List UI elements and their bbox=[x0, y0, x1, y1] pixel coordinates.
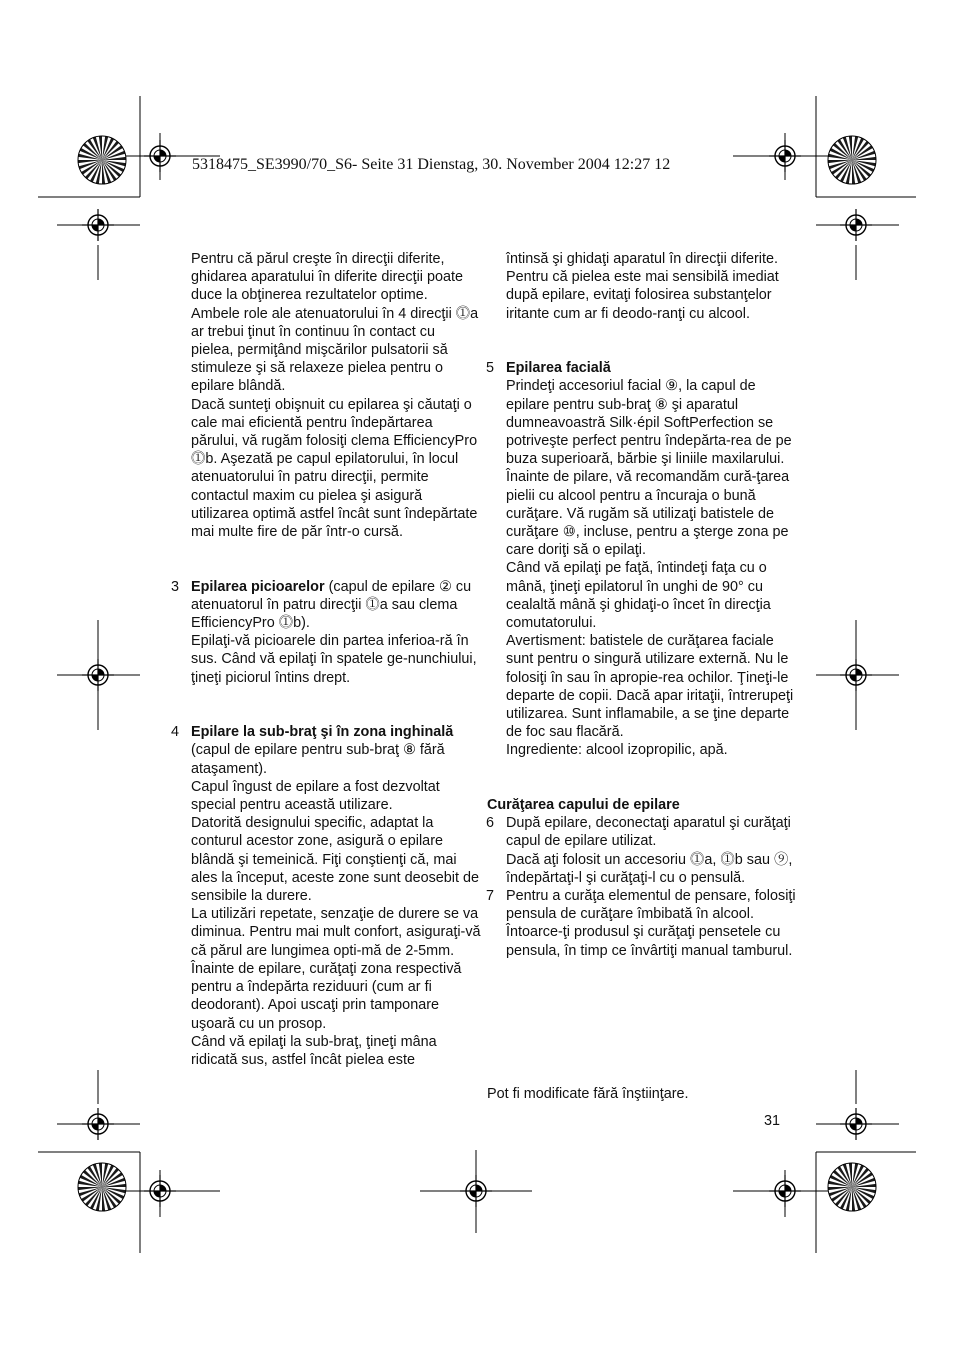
paragraph: Când vă epilaţi la sub-braţ, ţineţi mâna ridicată sus, astfel încât pielea este bbox=[191, 1033, 437, 1068]
starburst-mark bbox=[828, 1163, 876, 1211]
paragraph: Prindeţi accesoriul facial ⑨, la capul de epilare pentru sub-braţ ⑧ şi aparatul dumneavoastră Silk·épil SoftPerfection se potriveşte perfect pentru îndepărta-rea de pe buza superioară, bărbie şi liniile maxilarului. bbox=[506, 378, 792, 468]
section-title: Epilare la sub-braţ şi în zona inghinală bbox=[191, 724, 454, 741]
paragraph: Înainte de pilare, vă recomandăm cură-ţarea pielii cu alcool pentru a încuraja o bună curăţare. Vă rugăm să utilizaţi batistele de curăţare ⑩, incluse, pentru a şterge zona pe care doriţi să o epilaţi. bbox=[506, 469, 790, 559]
section-subtitle: (capul de epilare pentru sub-braţ ⑧ fără ataşament). bbox=[191, 742, 445, 777]
step-7 bbox=[486, 887, 796, 960]
starburst-mark bbox=[828, 136, 876, 184]
section-title: Epilarea picioarelor bbox=[191, 578, 325, 595]
paragraph: Dacă sunteţi obişnuit cu epilarea şi căutaţi o cale mai eficientă pentru îndepărtarea părului, vă rugăm folosiţi clema EfficiencyPro ⓵b. Aşezată pe capul epilatorului, în locul atenuatorului în patru direcţii, permite contactul maxim cu pielea şi asigură utilizarea optimă astfel încât sunt îndepărtate mai multe fire de păr într-o cursă. bbox=[191, 396, 478, 541]
paragraph: Pentru a curăţa elementul de pensare, folosiţi pensula de curăţare îmbibată în alcool. Întoarce-ţi produsul şi curăţaţi pensetele cu pensula, în timp ce învârtiţi manual tamburul. bbox=[506, 888, 796, 959]
section-3 bbox=[171, 578, 481, 687]
left-column bbox=[171, 250, 481, 1069]
paragraph: Ingrediente: alcool izopropilic, apă. bbox=[506, 742, 728, 759]
step-6 bbox=[486, 814, 796, 887]
section-number: 3 bbox=[171, 578, 180, 595]
paragraph: Ambele role ale atenuatorului în 4 direcţii ⓵a ar trebui ţinut în continuu în contact cu pielea, permiţând mişcărilor pulsatorii să stimuleze şi să relaxeze pielea pentru o epilare blândă. bbox=[191, 305, 479, 395]
paragraph: Înainte de epilare, curăţaţi zona respectivă pentru a îndepărta reziduuri (cum ar fi deodorant). Apoi uscaţi prin tamponare uşoară cu un prosop. bbox=[191, 960, 462, 1032]
paragraph: Datorită designului specific, adaptat la conturul acestor zone, asigură o epilare blândă şi temeinică. Fiţi conştienţi că, mai ales la început, aceste zone sunt deosebit de sensibile la durere. bbox=[191, 815, 480, 905]
paragraph: Când vă epilaţi pe faţă, întindeţi faţa cu o mână, ţineţi epilatorul în unghi de 90° cu cealaltă mână şi ghidaţi-o încet în direcţia comutatorului. bbox=[506, 560, 771, 632]
footnote: Pot fi modificate fără înştiinţare. bbox=[487, 1086, 689, 1102]
paragraph: Pentru că pielea este mai sensibilă imediat după epilare, evitaţi folosirea substanţelor iritante cum ar fi deodo-ranţi cu alcool. bbox=[506, 269, 779, 322]
step-number: 7 bbox=[486, 888, 495, 905]
paragraph: Epilaţi-vă picioarele din partea inferioa-ră în sus. Când vă epilaţi în spatele ge-nunchiului, ţineţi piciorul întins drept. bbox=[191, 633, 477, 686]
starburst-mark bbox=[78, 1163, 126, 1211]
paragraph: întinsă şi ghidaţi aparatul în direcţii diferite. bbox=[506, 251, 778, 267]
section-title: Epilarea facială bbox=[506, 360, 611, 377]
paragraph: După epilare, deconectaţi aparatul şi curăţaţi capul de epilare utilizat. bbox=[506, 815, 791, 850]
section-number: 4 bbox=[171, 724, 180, 741]
section-heading: Curăţarea capului de epilare bbox=[487, 797, 680, 814]
paragraph: Pentru că părul creşte în direcţii diferite, ghidarea aparatului în diferite direcţii poate duce la obţinerea rezultatelor optime. bbox=[191, 251, 463, 304]
paragraph: Avertisment: batistele de curăţarea faciale sunt pentru o singură utilizare externă. Nu le folosiţi în sau în apropie-rea ochilor. Ţineţi-le departe de copii. Dacă apar iritaţii, întrerupeţi utilizarea. Sunt inflamabile, a se ţine departe de foc sau flacără. bbox=[506, 633, 794, 741]
section-5 bbox=[486, 359, 796, 759]
paragraph: Capul îngust de epilare a fost dezvoltat special pentru această utilizare. bbox=[191, 778, 440, 814]
paragraph: La utilizări repetate, senzaţie de durere se va diminua. Pentru mai mult confort, asiguraţi-vă că părul are lungimea opti-mă de 2-5mm. bbox=[191, 906, 481, 959]
paragraph: Dacă aţi folosit un accesoriu ⓵a, ⓵b sau ⑨, îndepărtaţi-l şi curăţaţi-l cu o pensulă. bbox=[506, 851, 793, 886]
page-number: 31 bbox=[764, 1113, 781, 1129]
print-header: 5318475_SE3990/70_S6- Seite 31 Dienstag, 30. November 2004 12:27 12 bbox=[192, 156, 671, 173]
starburst-mark bbox=[78, 136, 126, 184]
section-subtitle: (capul de epilare ② cu atenuatorul în patru direcţii ⓵a sau clema EfficiencyPro ⓵b). bbox=[191, 578, 472, 632]
step-number: 6 bbox=[486, 815, 495, 832]
right-column bbox=[486, 250, 796, 960]
section-4 bbox=[171, 723, 481, 1069]
section-number: 5 bbox=[486, 360, 495, 377]
